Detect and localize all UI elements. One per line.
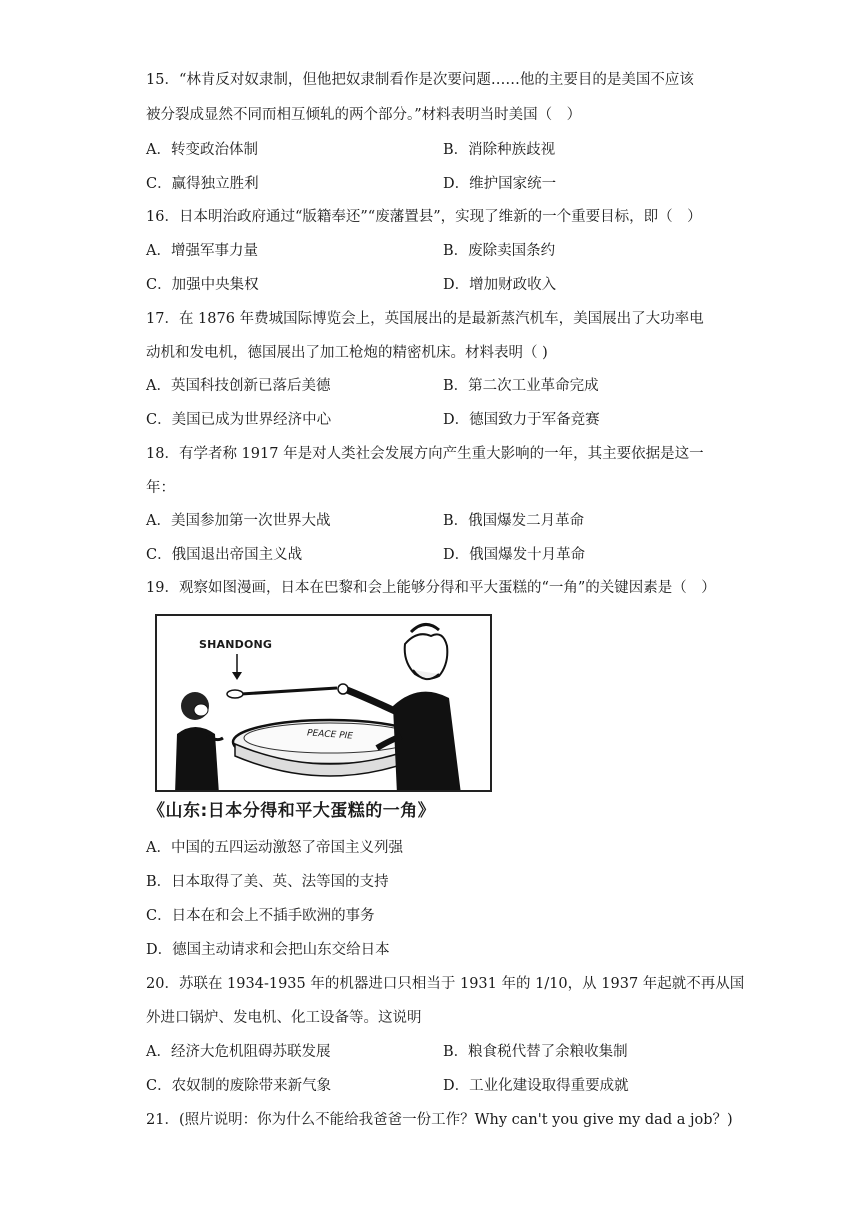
q19-option-b[interactable]: B．日本取得了美、英、法等国的支持 [146, 874, 389, 890]
q18-option-d[interactable]: D．俄国爆发十月革命 [443, 547, 586, 563]
q18-option-b[interactable]: B．俄国爆发二月革命 [443, 513, 585, 529]
q17-option-d[interactable]: D．德国致力于军备竞赛 [443, 412, 600, 428]
q19-option-a[interactable]: A．中国的五四运动激怒了帝国主义列强 [146, 840, 403, 856]
q17-option-b[interactable]: B．第二次工业革命完成 [443, 378, 599, 394]
q15-option-d[interactable]: D．维护国家统一 [443, 176, 557, 192]
q18-stem-line1: 18．有学者称 1917 年是对人类社会发展方向产生重大影响的一年，其主要依据是这一 [146, 446, 704, 462]
q15-option-b[interactable]: B．消除种族歧视 [443, 142, 556, 158]
shandong-label: SHANDONG [199, 638, 273, 651]
q17-option-a[interactable]: A．英国科技创新已落后美德 [146, 378, 331, 394]
q20-option-a[interactable]: A．经济大危机阻碍苏联发展 [146, 1044, 331, 1060]
q21-stem-line1: 21．(照片说明：你为什么不能给我爸爸一份工作？Why can't you give my dad a job？) [146, 1112, 733, 1128]
q15-option-a[interactable]: A．转变政治体制 [146, 142, 258, 158]
q20-option-d[interactable]: D．工业化建设取得重要成就 [443, 1078, 629, 1094]
peace-pie-cartoon [155, 614, 492, 792]
q15-stem-line1: 15．“林肯反对奴隶制，但他把奴隶制看作是次要问题……他的主要目的是美国不应该 [146, 72, 694, 88]
q19-stem-line1: 19．观察如图漫画，日本在巴黎和会上能够分得和平大蛋糕的“一角”的关键因素是（ ） [146, 580, 716, 596]
q20-option-b[interactable]: B．粮食税代替了余粮收集制 [443, 1044, 628, 1060]
q18-stem-line2: 年： [146, 480, 175, 496]
q18-option-c[interactable]: C．俄国退出帝国主义战 [146, 547, 303, 563]
q20-option-c[interactable]: C．农奴制的废除带来新气象 [146, 1078, 332, 1094]
q16-option-b[interactable]: B．废除卖国条约 [443, 243, 556, 259]
q20-stem-line2: 外进口锅炉、发电机、化工设备等。这说明 [146, 1010, 422, 1026]
q19-option-d[interactable]: D．德国主动请求和会把山东交给日本 [146, 942, 390, 958]
q15-option-c[interactable]: C．赢得独立胜利 [146, 176, 259, 192]
q16-option-a[interactable]: A．增强军事力量 [146, 243, 258, 259]
q16-stem-line1: 16．日本明治政府通过“版籍奉还”“废藩置县”，实现了维新的一个重要目标，即（ ） [146, 209, 702, 225]
q20-stem-line1: 20．苏联在 1934-1935 年的机器进口只相当于 1931 年的 1/10，从 1937 年起就不再从国 [146, 976, 745, 992]
peace-pie-text: PEACE PIE [306, 728, 354, 742]
q17-option-c[interactable]: C．美国已成为世界经济中心 [146, 412, 332, 428]
q17-stem-line2: 动机和发电机，德国展出了加工枪炮的精密机床。材料表明（ ) [146, 345, 548, 361]
q16-option-d[interactable]: D．增加财政收入 [443, 277, 557, 293]
q16-option-c[interactable]: C．加强中央集权 [146, 277, 259, 293]
cartoon-caption: 《山东:日本分得和平大蛋糕的一角》 [148, 801, 436, 821]
q15-stem-line2: 被分裂成显然不同而相互倾轧的两个部分。”材料表明当时美国（ ） [146, 107, 582, 123]
q19-option-c[interactable]: C．日本在和会上不插手欧洲的事务 [146, 908, 375, 924]
q17-stem-line1: 17．在 1876 年费城国际博览会上，英国展出的是最新蒸汽机车，美国展出了大功率电 [146, 311, 704, 327]
q18-option-a[interactable]: A．美国参加第一次世界大战 [146, 513, 331, 529]
